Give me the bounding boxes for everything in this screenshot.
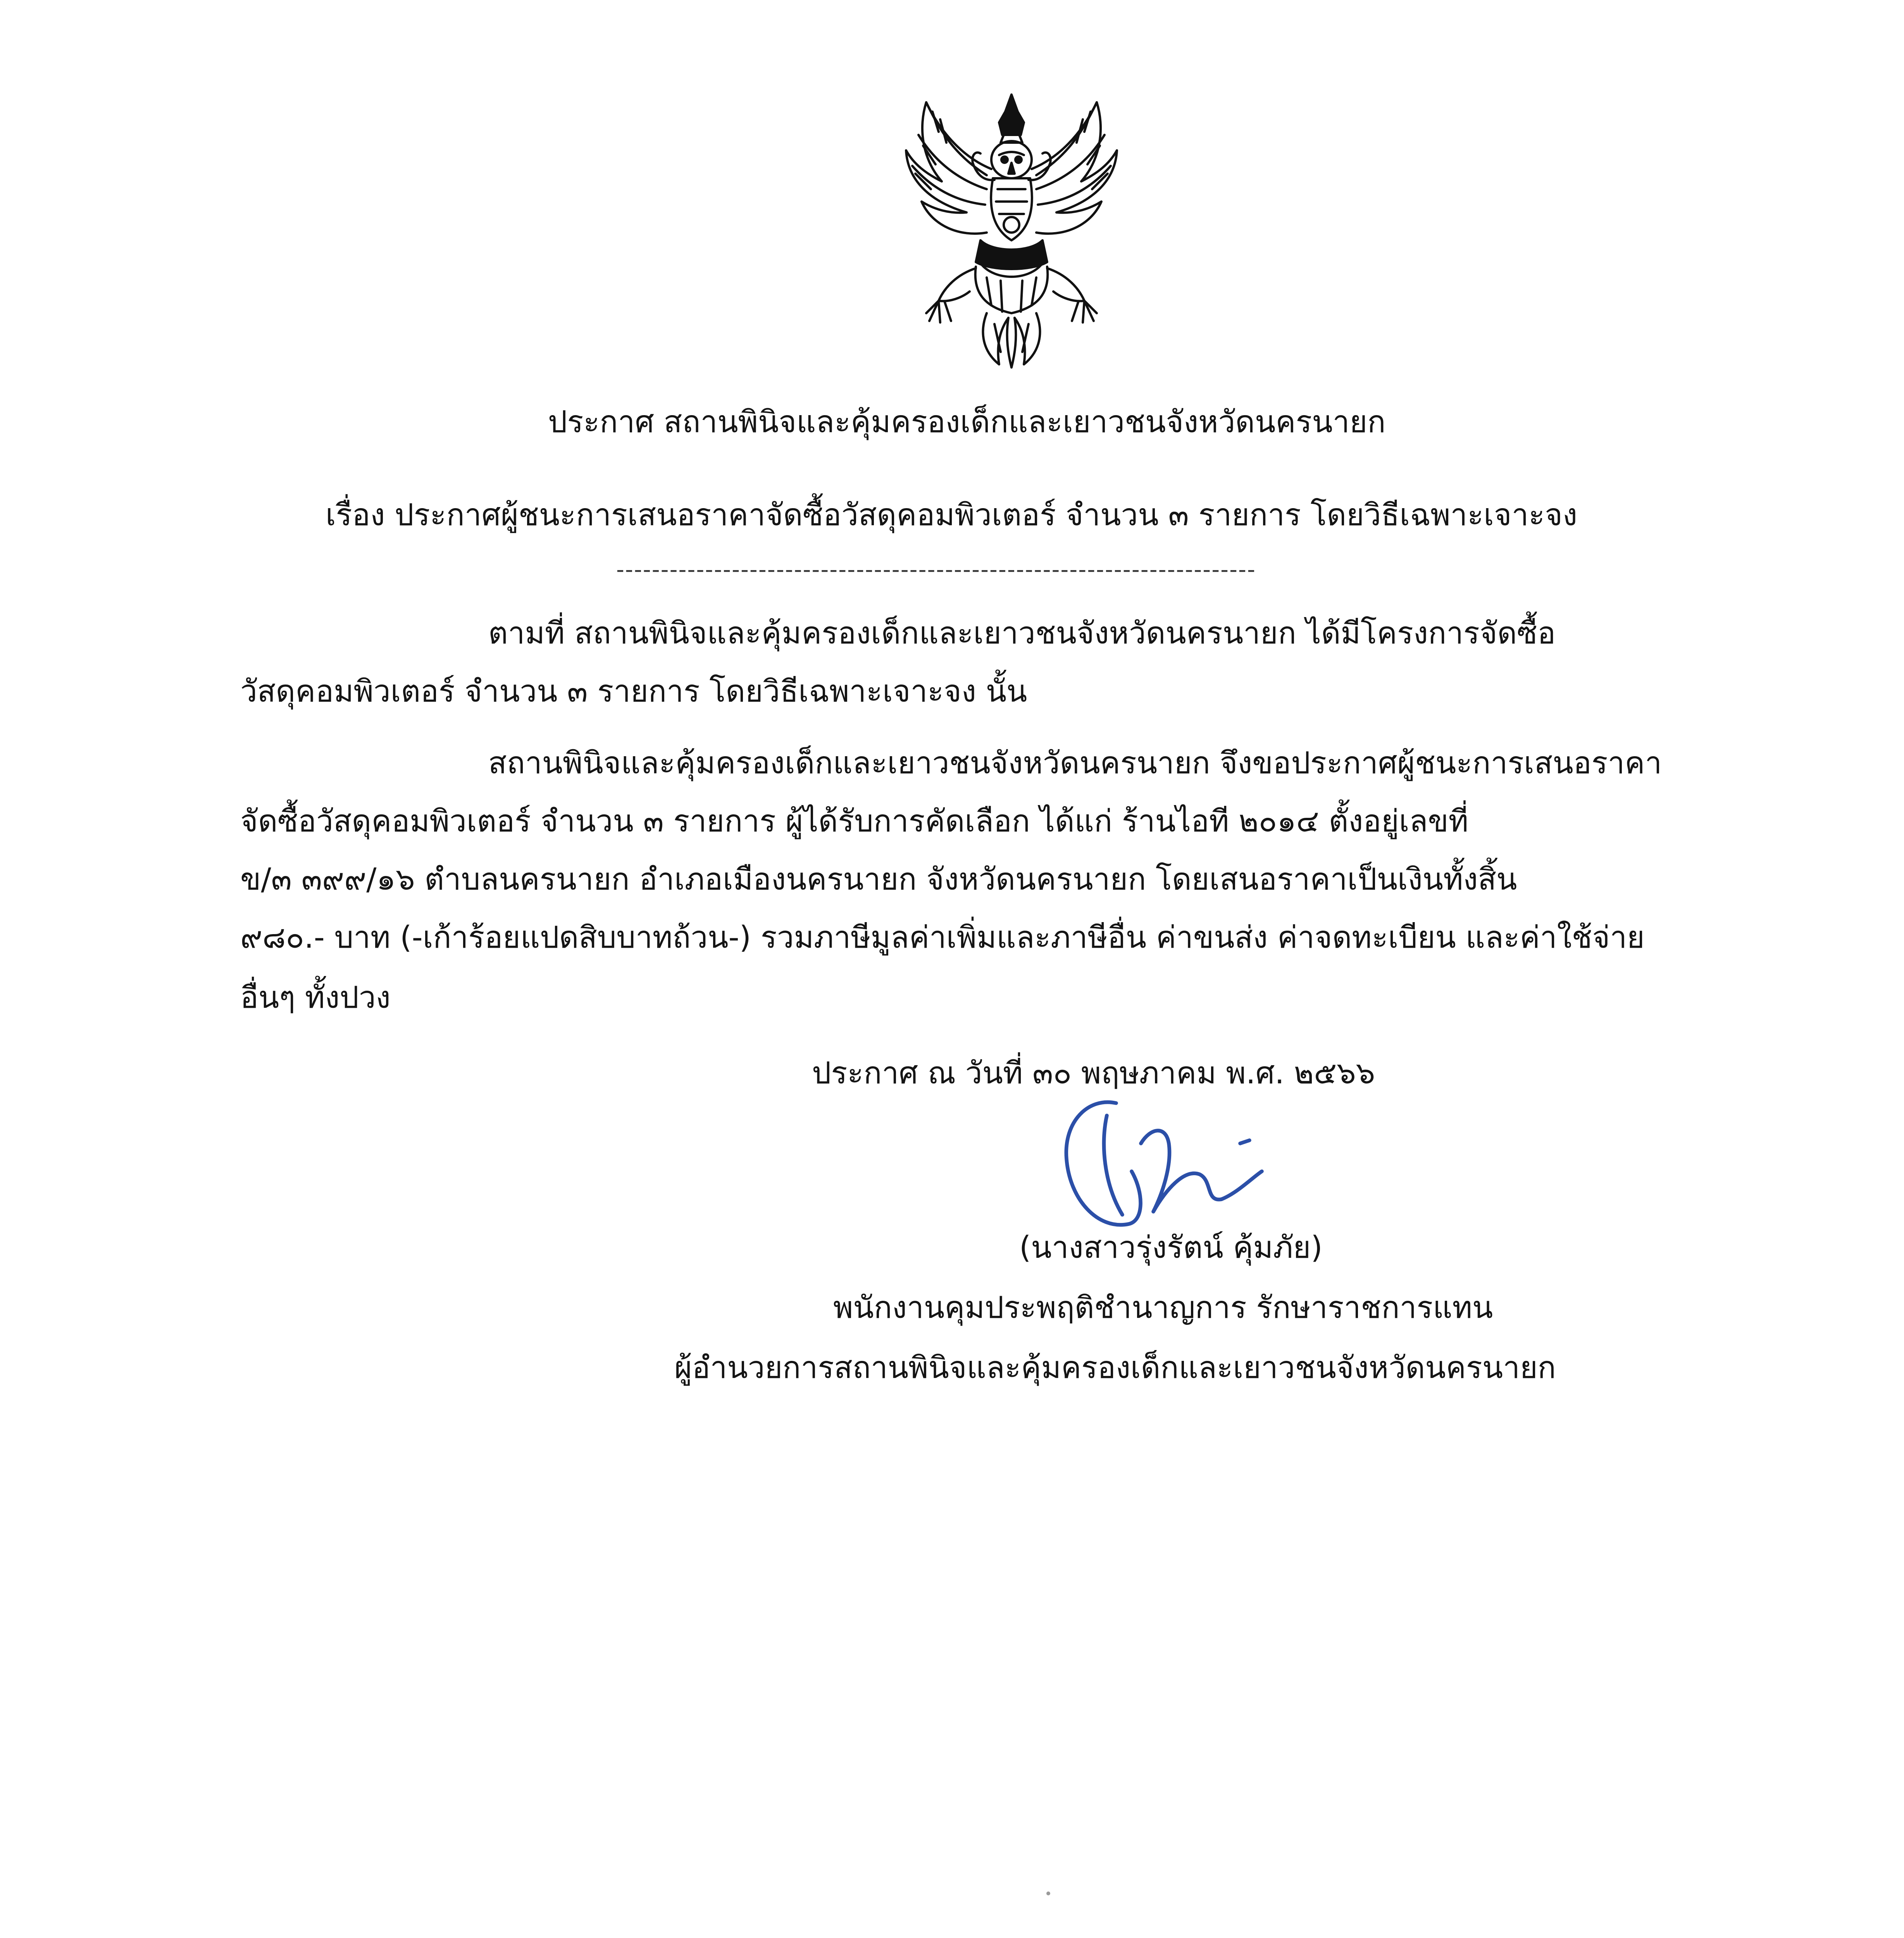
signer-organization: ผู้อำนวยการสถานพินิจและคุ้มครองเด็กและเยาวชนจังหวัดนครนายก	[674, 1350, 1556, 1385]
scan-speck	[1046, 1891, 1050, 1895]
paragraph-1-line-2: วัสดุคอมพิวเตอร์ จำนวน ๓ รายการ โดยวิธีเฉพาะเจาะจง นั้น	[240, 674, 1027, 709]
garuda-emblem-icon	[895, 88, 1128, 371]
paragraph-2-line-4: ๙๘๐.- บาท (-เก้าร้อยแปดสิบบาทถ้วน-) รวมภาษีมูลค่าเพิ่มและภาษีอื่น ค่าขนส่ง ค่าจดทะเบียน และค่าใช้จ่าย	[240, 920, 1645, 955]
signer-name: (นางสาวรุ่งรัตน์ คุ้มภัย)	[1019, 1230, 1323, 1265]
paragraph-2-line-2: จัดซื้อวัสดุคอมพิวเตอร์ จำนวน ๓ รายการ ผู้ได้รับการคัดเลือก ได้แก่ ร้านไอที ๒๐๑๔ ตั้งอยู่เลขที่	[240, 804, 1469, 839]
document-subject: เรื่อง ประกาศผู้ชนะการเสนอราคาจัดซื้อวัสดุคอมพิวเตอร์ จำนวน ๓ รายการ โดยวิธีเฉพาะเจาะจง	[326, 498, 1578, 533]
document-title: ประกาศ สถานพินิจและคุ้มครองเด็กและเยาวชนจังหวัดนครนายก	[548, 405, 1386, 440]
paragraph-2-line-3: ข/๓ ๓๙๙/๑๖ ตำบลนครนายก อำเภอเมืองนครนายก จังหวัดนครนายก โดยเสนอราคาเป็นเงินทั้งสิ้น	[240, 862, 1517, 897]
separator: ------------------------------------------------------------------------	[616, 556, 1256, 583]
paragraph-2-line-1: สถานพินิจและคุ้มครองเด็กและเยาวชนจังหวัดนครนายก จึงขอประกาศผู้ชนะการเสนอราคา	[488, 746, 1662, 781]
announcement-date: ประกาศ ณ วันที่ ๓๐ พฤษภาคม พ.ศ. ๒๕๖๖	[812, 1056, 1375, 1091]
signature	[1054, 1081, 1271, 1244]
signer-position: พนักงานคุมประพฤติชำนาญการ รักษาราชการแทน	[833, 1290, 1493, 1325]
paragraph-1-line-1: ตามที่ สถานพินิจและคุ้มครองเด็กและเยาวชนจังหวัดนครนายก ได้มีโครงการจัดซื้อ	[488, 616, 1556, 651]
paragraph-2-line-5: อื่นๆ ทั้งปวง	[240, 980, 391, 1015]
